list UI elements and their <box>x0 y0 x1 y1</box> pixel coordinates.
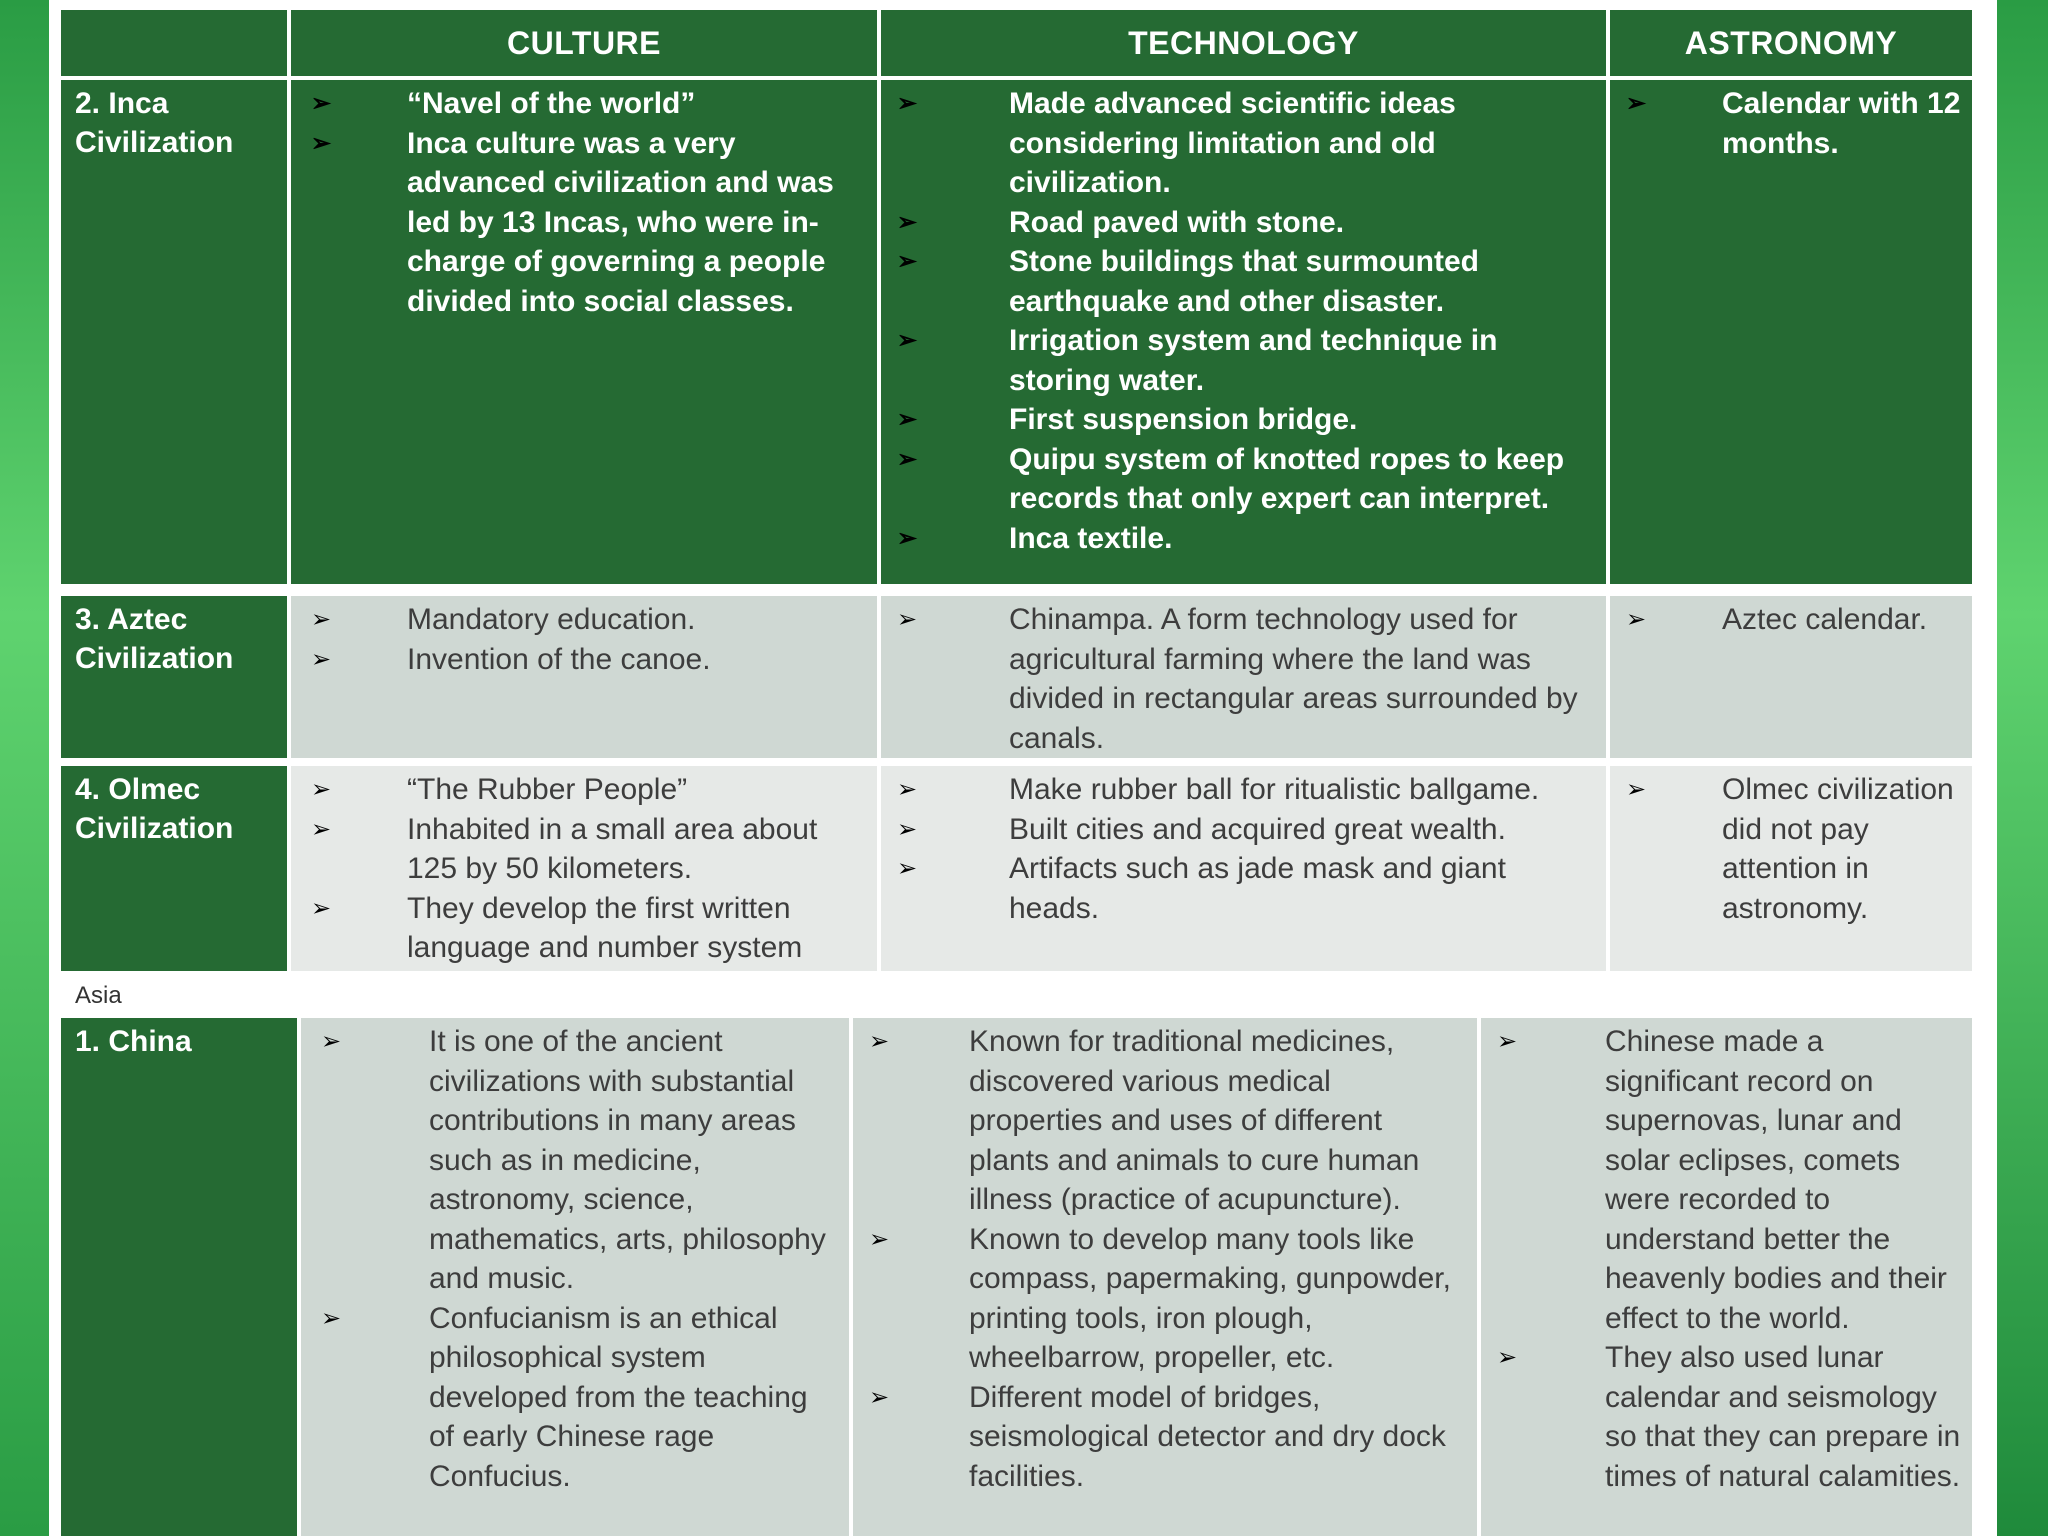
bullet-arrow-icon: ➢ <box>897 776 918 803</box>
olmec-culture-item <box>311 770 861 810</box>
olmec-technology-item <box>897 810 1590 850</box>
inca-technology-item <box>897 400 1590 440</box>
aztec-astronomy-list <box>1626 600 1962 640</box>
inca-culture-cell <box>291 80 877 584</box>
bullet-arrow-icon: ➢ <box>311 90 332 117</box>
olmec-culture-cell <box>291 766 877 971</box>
china-technology-text: Different model of bridges, seismological detector and dry dock facilities. <box>969 1380 1446 1493</box>
inca-technology-item <box>897 242 1590 321</box>
aztec-astronomy-item <box>1626 600 1962 640</box>
inca-technology-item <box>897 321 1590 400</box>
olmec-technology-text: Artifacts such as jade mask and giant heads. <box>1009 852 1506 925</box>
bullet-arrow-icon: ➢ <box>311 776 332 803</box>
china-astronomy-cell <box>1481 1018 1972 1536</box>
header-technology: TECHNOLOGY <box>881 10 1606 76</box>
bullet-arrow-icon: ➢ <box>897 248 918 275</box>
bullet-arrow-icon: ➢ <box>897 445 918 473</box>
header-astronomy: ASTRONOMY <box>1610 10 1972 76</box>
bullet-arrow-icon: ➢ <box>1626 90 1647 117</box>
aztec-technology-cell <box>881 596 1606 758</box>
china-astronomy-item <box>1497 1338 1962 1496</box>
bullet-arrow-icon: ➢ <box>311 815 332 843</box>
aztec-astronomy-text: Aztec calendar. <box>1722 603 1928 636</box>
china-technology-item <box>869 1220 1463 1378</box>
bullet-arrow-icon: ➢ <box>897 524 918 552</box>
bullet-arrow-icon: ➢ <box>869 1383 890 1411</box>
bullet-arrow-icon: ➢ <box>311 894 332 922</box>
bullet-arrow-icon: ➢ <box>321 1304 342 1332</box>
inca-technology-text: First suspension bridge. <box>1009 403 1358 436</box>
inca-technology-item <box>897 84 1590 203</box>
aztec-culture-text: Invention of the canoe. <box>407 642 711 676</box>
bullet-arrow-icon: ➢ <box>869 1028 890 1055</box>
china-culture-text: Confucianism is an ethical philosophical system developed from the teaching of early Chinese rage Confucius. <box>429 1301 808 1493</box>
bullet-arrow-icon: ➢ <box>311 129 332 157</box>
olmec-culture-item <box>311 889 861 968</box>
bullet-arrow-icon: ➢ <box>1497 1028 1518 1055</box>
inca-technology-text: Stone buildings that surmounted earthquake and other disaster. <box>1009 245 1479 318</box>
inca-technology-item <box>897 519 1590 559</box>
china-astronomy-item <box>1497 1022 1962 1338</box>
olmec-technology-item <box>897 770 1590 810</box>
bullet-arrow-icon: ➢ <box>897 406 918 433</box>
china-astronomy-text: They also used lunar calendar and seismology so that they can prepare in times of natural calamities. <box>1605 1341 1961 1493</box>
china-astronomy-text: Chinese made a significant record on supernovas, lunar and solar eclipses, comets were recorded to understand better the heavenly bodies and their effect to the world. <box>1605 1025 1947 1335</box>
inca-technology-cell <box>881 80 1606 584</box>
bullet-arrow-icon: ➢ <box>897 208 918 236</box>
olmec-astronomy-cell <box>1610 766 1972 971</box>
olmec-technology-cell <box>881 766 1606 971</box>
bullet-arrow-icon: ➢ <box>321 1028 342 1055</box>
china-technology-cell <box>853 1018 1477 1536</box>
bullet-arrow-icon: ➢ <box>1626 606 1647 633</box>
aztec-technology-list <box>897 600 1590 758</box>
aztec-culture-item <box>311 600 861 640</box>
inca-technology-text: Irrigation system and technique in storing water. <box>1009 324 1498 397</box>
olmec-astronomy-text: Olmec civilization did not pay attention in astronomy. <box>1722 773 1954 925</box>
header-empty-cell <box>61 10 287 76</box>
bullet-arrow-icon: ➢ <box>869 1225 890 1253</box>
inca-astronomy-cell <box>1610 80 1972 584</box>
header-culture: CULTURE <box>291 10 877 76</box>
inca-astronomy-list <box>1626 84 1962 163</box>
row-label-china: 1. China <box>61 1018 297 1536</box>
inca-culture-list <box>311 84 861 321</box>
china-culture-cell <box>301 1018 849 1536</box>
inca-technology-text: Made advanced scientific ideas considering limitation and old civilization. <box>1009 87 1456 199</box>
bullet-arrow-icon: ➢ <box>897 327 918 354</box>
aztec-culture-list <box>311 600 861 679</box>
olmec-culture-text: Inhabited in a small area about 125 by 50 kilometers. <box>407 812 818 885</box>
china-culture-list <box>321 1022 835 1496</box>
olmec-technology-text: Make rubber ball for ritualistic ballgame. <box>1009 773 1540 806</box>
right-decoration <box>1988 0 2048 1536</box>
china-technology-list <box>869 1022 1463 1496</box>
china-astronomy-list <box>1497 1022 1962 1496</box>
row-label-olmec: 4. Olmec Civilization <box>61 766 287 971</box>
china-culture-text: It is one of the ancient civilizations with substantial contributions in many areas such as in medicine, astronomy, science, mathematics, arts, philosophy and music. <box>429 1025 826 1295</box>
bullet-arrow-icon: ➢ <box>897 606 918 633</box>
aztec-technology-text: Chinampa. A form technology used for agricultural farming where the land was divided in rectangular areas surrounded by canals. <box>1009 603 1578 755</box>
aztec-culture-cell <box>291 596 877 758</box>
bullet-arrow-icon: ➢ <box>311 645 332 673</box>
inca-astronomy-item <box>1626 84 1962 163</box>
bullet-arrow-icon: ➢ <box>897 815 918 843</box>
inca-technology-item <box>897 440 1590 519</box>
aztec-technology-item <box>897 600 1590 758</box>
china-culture-item <box>321 1299 835 1497</box>
olmec-culture-list <box>311 770 861 968</box>
bullet-arrow-icon: ➢ <box>897 855 918 882</box>
aztec-astronomy-cell <box>1610 596 1972 758</box>
inca-culture-text: “Navel of the world” <box>407 87 696 120</box>
row-label-aztec: 3. Aztec Civilization <box>61 596 287 758</box>
aztec-culture-item <box>311 640 861 680</box>
olmec-technology-list <box>897 770 1590 928</box>
bullet-arrow-icon: ➢ <box>1497 1344 1518 1371</box>
bullet-arrow-icon: ➢ <box>311 606 332 633</box>
olmec-astronomy-item <box>1626 770 1962 928</box>
china-technology-text: Known to develop many tools like compass, papermaking, gunpowder, printing tools, iron plough, wheelbarrow, propeller, etc. <box>969 1222 1451 1374</box>
olmec-astronomy-list <box>1626 770 1962 928</box>
olmec-culture-text: “The Rubber People” <box>407 773 688 806</box>
olmec-culture-text: They develop the first written language and number system <box>407 891 803 964</box>
asia-section-label: Asia <box>75 982 122 1009</box>
china-culture-item <box>321 1022 835 1299</box>
aztec-culture-text: Mandatory education. <box>407 603 696 636</box>
inca-technology-item <box>897 203 1590 243</box>
inca-culture-item <box>311 84 861 124</box>
bullet-arrow-icon: ➢ <box>1626 776 1647 803</box>
olmec-technology-text: Built cities and acquired great wealth. <box>1009 812 1506 846</box>
bullet-arrow-icon: ➢ <box>897 90 918 117</box>
inca-astronomy-text: Calendar with 12 months. <box>1722 87 1961 160</box>
table-sheet <box>49 0 1997 1536</box>
olmec-culture-item <box>311 810 861 889</box>
inca-technology-text: Inca textile. <box>1009 521 1173 555</box>
inca-technology-text: Quipu system of knotted ropes to keep records that only expert can interpret. <box>1009 442 1565 515</box>
inca-technology-list <box>897 84 1590 558</box>
row-label-inca: 2. Inca Civilization <box>61 80 287 584</box>
china-technology-item <box>869 1022 1463 1220</box>
inca-culture-item <box>311 124 861 322</box>
china-technology-text: Known for traditional medicines, discovered various medical properties and uses of different plants and animals to cure human illness (practice of acupuncture). <box>969 1025 1420 1216</box>
china-technology-item <box>869 1378 1463 1497</box>
olmec-technology-item <box>897 849 1590 928</box>
inca-culture-text: Inca culture was a very advanced civilization and was led by 13 Incas, who were in-charge of governing a people divided into social classes. <box>407 126 834 318</box>
inca-technology-text: Road paved with stone. <box>1009 205 1345 239</box>
